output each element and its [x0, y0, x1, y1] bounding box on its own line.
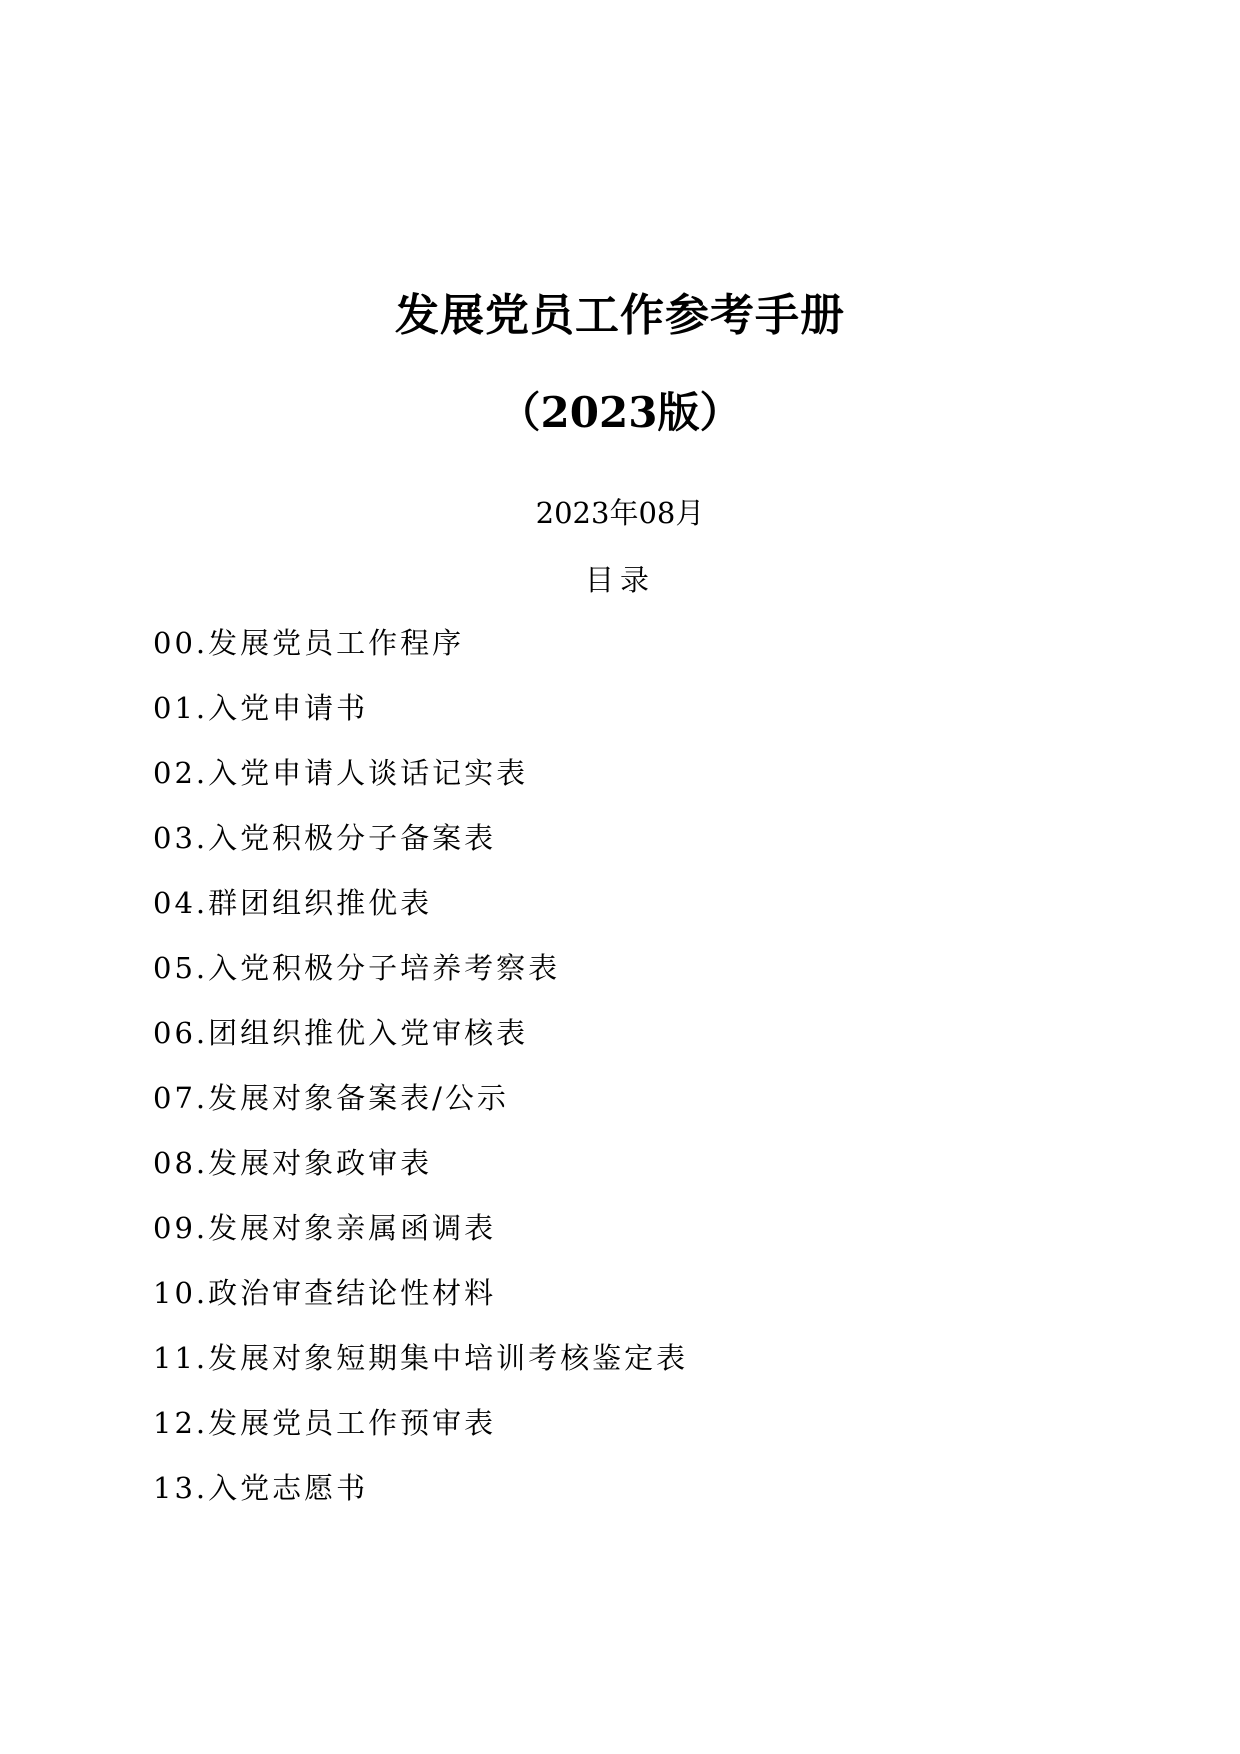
toc-item: 11.发展对象短期集中培训考核鉴定表: [153, 1341, 689, 1375]
toc-item: 09.发展对象亲属函调表: [153, 1211, 497, 1245]
toc-item: 05.入党积极分子培养考察表: [153, 951, 561, 985]
document-edition: （2023版）: [498, 388, 742, 437]
toc-item: 02.入党申请人谈话记实表: [153, 756, 529, 790]
toc-item: 13.入党志愿书: [153, 1471, 369, 1505]
toc-heading: 目录: [584, 563, 655, 597]
toc-item: 08.发展对象政审表: [153, 1146, 433, 1180]
toc-item: 03.入党积极分子备案表: [153, 821, 497, 855]
toc-list: [153, 623, 1053, 1533]
toc-item: 10.政治审查结论性材料: [153, 1276, 497, 1310]
toc-item: 01.入党申请书: [153, 691, 369, 725]
document-date: 2023年08月: [535, 496, 705, 530]
toc-item: 06.团组织推优入党审核表: [153, 1016, 529, 1050]
toc-item: 12.发展党员工作预审表: [153, 1406, 497, 1440]
toc-item: 07.发展对象备案表/公示: [153, 1081, 509, 1115]
toc-item: 00.发展党员工作程序: [153, 626, 465, 660]
document-title: 发展党员工作参考手册: [395, 290, 845, 341]
toc-item: 04.群团组织推优表: [153, 886, 433, 920]
